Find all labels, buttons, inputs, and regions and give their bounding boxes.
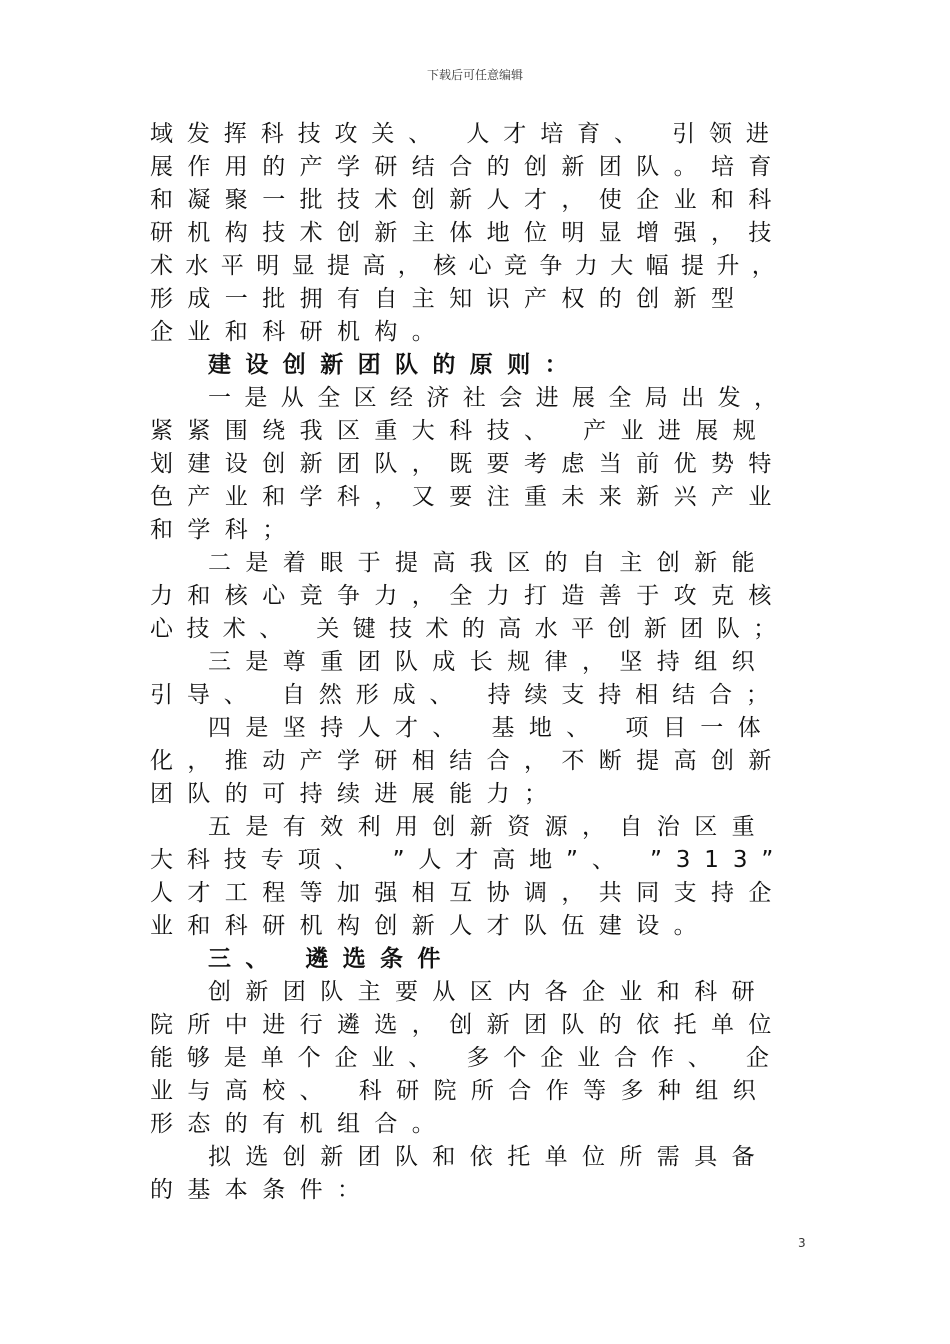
text-line: 引导、 自然形成、 持续支持相结合； xyxy=(150,682,783,708)
text-line: 研机构技术创新主体地位明显增强，技 xyxy=(150,220,786,246)
page-header: 下载后可任意编辑 xyxy=(426,68,523,82)
text-line: 形态的有机组合。 xyxy=(150,1111,450,1137)
text-line: 拟选创新团队和依托单位所需具备 xyxy=(208,1144,769,1170)
text-line: 团队的可持续进展能力； xyxy=(150,781,562,807)
text-line: 和凝聚一批技术创新人才，使企业和科 xyxy=(150,187,786,213)
text-line: 一是从全区经济社会进展全局出发， xyxy=(208,385,790,411)
document-body xyxy=(150,118,790,1207)
text-line: 术水平明显提高，核心竞争力大幅提升， xyxy=(150,253,788,279)
page-number: 3 xyxy=(798,1236,806,1250)
text-line: 三是尊重团队成长规律，坚持组织 xyxy=(208,649,769,675)
text-line: 和学科； xyxy=(150,517,300,543)
text-line: 能够是单个企业、 多个企业合作、 企 xyxy=(150,1045,783,1071)
section-heading: 三、 遴选条件 xyxy=(208,946,455,972)
text-line: 形成一批拥有自主知识产权的创新型 xyxy=(150,286,749,312)
text-line: 域发挥科技攻关、 人才培育、 引领进 xyxy=(150,121,783,147)
text-line: 业与高校、 科研院所合作等多种组织 xyxy=(150,1078,771,1104)
text-line: 院所中进行遴选，创新团队的依托单位 xyxy=(150,1012,786,1038)
text-line: 划建设创新团队，既要考虑当前优势特 xyxy=(150,451,786,477)
text-line: 五是有效利用创新资源，自治区重 xyxy=(208,814,769,840)
text-line: 心技术、 关键技术的高水平创新团队； xyxy=(150,616,790,642)
text-line: 人才工程等加强相互协调，共同支持企 xyxy=(150,880,786,906)
text-line: 创新团队主要从区内各企业和科研 xyxy=(208,979,769,1005)
text-line: 业和科研机构创新人才队伍建设。 xyxy=(150,913,711,939)
section-heading: 建设创新团队的原则： xyxy=(208,352,582,378)
text-line: 紧紧围绕我区重大科技、 产业进展规 xyxy=(150,418,771,444)
text-line: 的基本条件： xyxy=(150,1177,375,1203)
text-line: 企业和科研机构。 xyxy=(150,319,450,345)
text-line: 二是着眼于提高我区的自主创新能 xyxy=(208,550,769,576)
text-line: 大科技专项、 ”人才高地”、 ”313” xyxy=(150,847,788,873)
text-line: 化，推动产学研相结合，不断提高创新 xyxy=(150,748,786,774)
text-line: 展作用的产学研结合的创新团队。培育 xyxy=(150,154,786,180)
text-line: 四是坚持人才、 基地、 项目一体 xyxy=(208,715,776,741)
text-line: 力和核心竞争力，全力打造善于攻克核 xyxy=(150,583,786,609)
text-line: 色产业和学科，又要注重未来新兴产业 xyxy=(150,484,786,510)
